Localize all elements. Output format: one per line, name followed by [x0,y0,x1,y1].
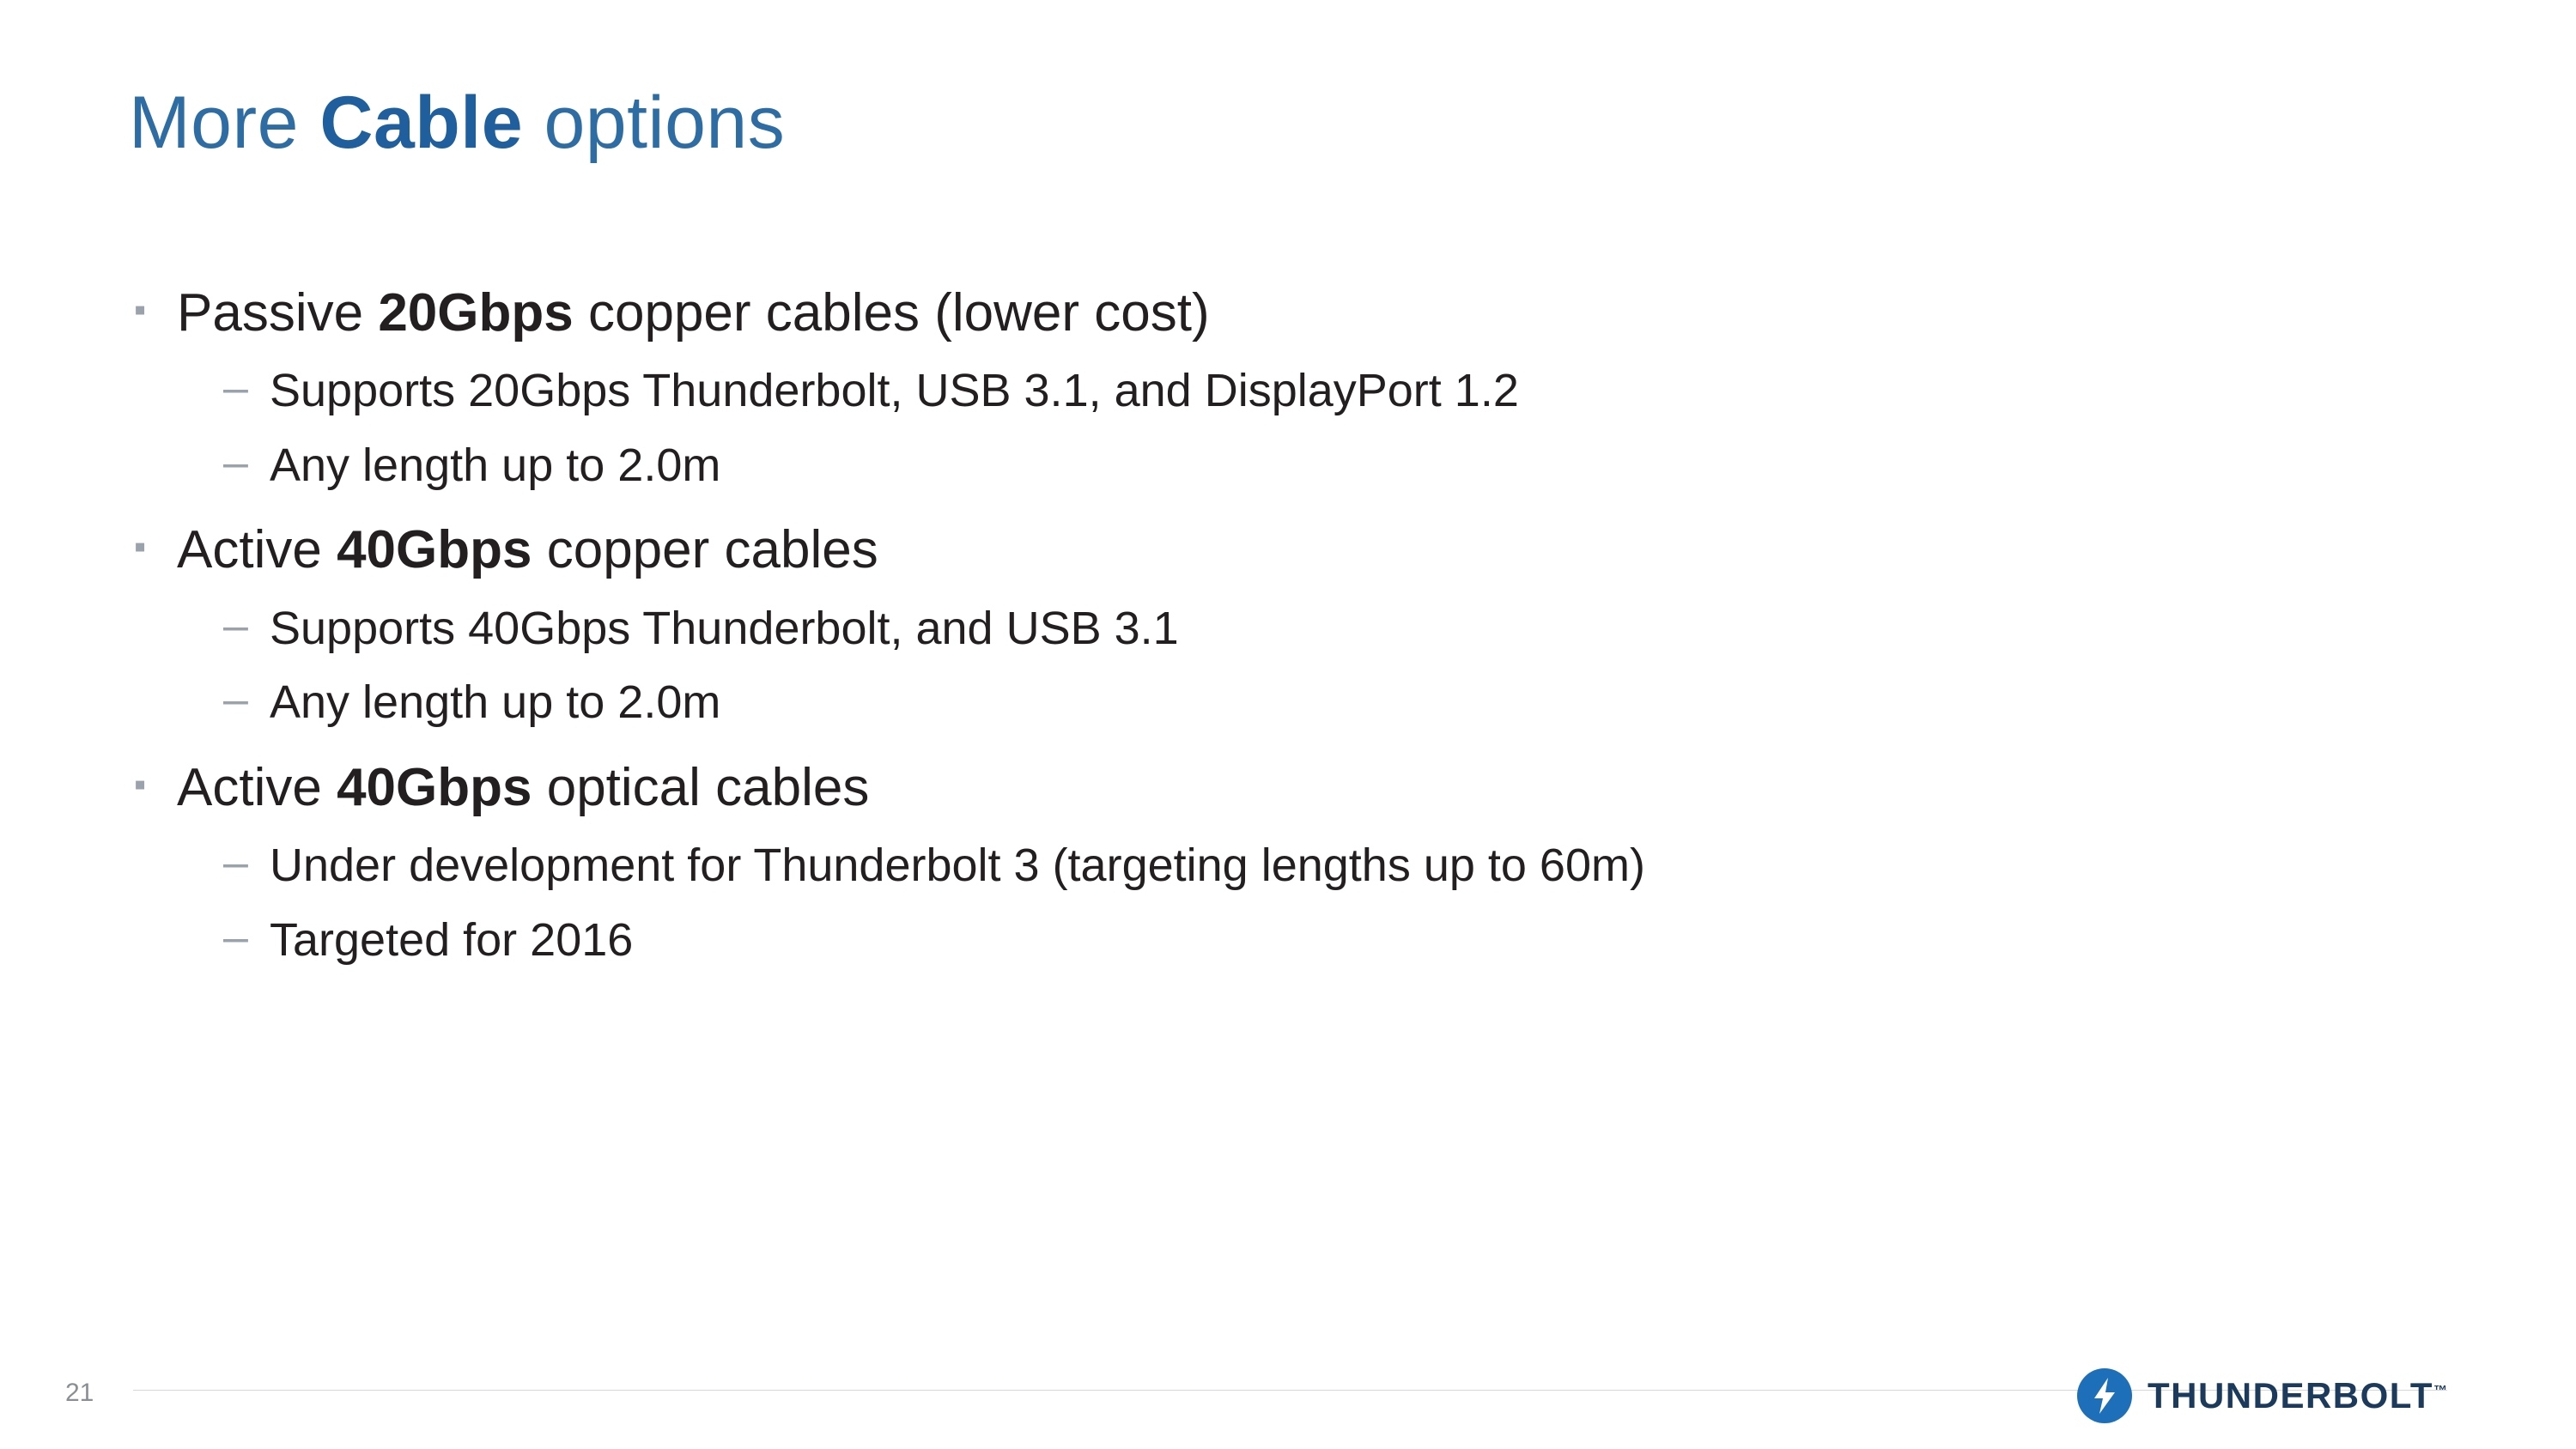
text-strong: 20Gbps [378,283,574,343]
dash-bullet-icon: – [223,437,248,488]
sub-list-item [223,840,2447,891]
list-item [129,283,2447,343]
bullet-group [129,520,2447,728]
square-bullet-icon: ▪ [134,765,147,803]
bullet-group [129,758,2447,966]
sub-list-item [223,437,2447,491]
bullet-list [129,283,2447,966]
thunderbolt-bolt-icon [2077,1368,2132,1423]
sub-list-item-text: Supports 20Gbps Thunderbolt, USB 3.1, and DisplayPort 1.2 [270,365,1519,417]
dash-bullet-icon: – [223,838,248,888]
sub-list-item [223,600,2447,654]
list-item-text [177,758,2447,817]
list-item-text [177,283,2447,343]
list-item [129,758,2447,817]
text-strong: 40Gbps [337,520,532,580]
trademark-symbol: ™ [2433,1384,2447,1398]
dash-bullet-icon: – [223,912,248,962]
text-pre: Active [177,757,337,817]
thunderbolt-wordmark-text: THUNDERBOLT [2147,1375,2433,1416]
dash-bullet-icon: – [223,600,248,651]
square-bullet-icon: ▪ [134,291,147,329]
title-post: options [523,82,786,164]
title-strong: Cable [319,82,524,164]
text-pre: Active [177,520,337,580]
text-post: copper cables (lower cost) [573,283,1210,343]
dash-bullet-icon: – [223,363,248,414]
sub-list-item-text: Targeted for 2016 [270,913,634,966]
sub-list-item-text: Any length up to 2.0m [270,439,721,491]
square-bullet-icon: ▪ [134,528,147,567]
text-strong: 40Gbps [337,757,532,817]
title-pre: More [129,82,320,164]
thunderbolt-logo [2077,1368,2447,1423]
bullet-group [129,283,2447,491]
dash-bullet-icon: – [223,675,248,725]
list-item [129,520,2447,579]
text-pre: Passive [177,283,379,343]
page-number: 21 [65,1379,94,1407]
text-post: copper cables [532,520,878,580]
sub-list-item [223,365,2447,416]
list-item-text [177,520,2447,579]
sub-list-item-text: Any length up to 2.0m [270,676,721,729]
text-post: optical cables [532,757,870,817]
sub-list-item [223,914,2447,966]
page-title [129,82,785,164]
sub-list-item [223,676,2447,728]
sub-list-item-text: Under development for Thunderbolt 3 (targeting lengths up to 60m) [270,840,1645,892]
thunderbolt-wordmark [2148,1375,2447,1416]
sub-list-item-text: Supports 40Gbps Thunderbolt, and USB 3.1 [270,602,1179,654]
